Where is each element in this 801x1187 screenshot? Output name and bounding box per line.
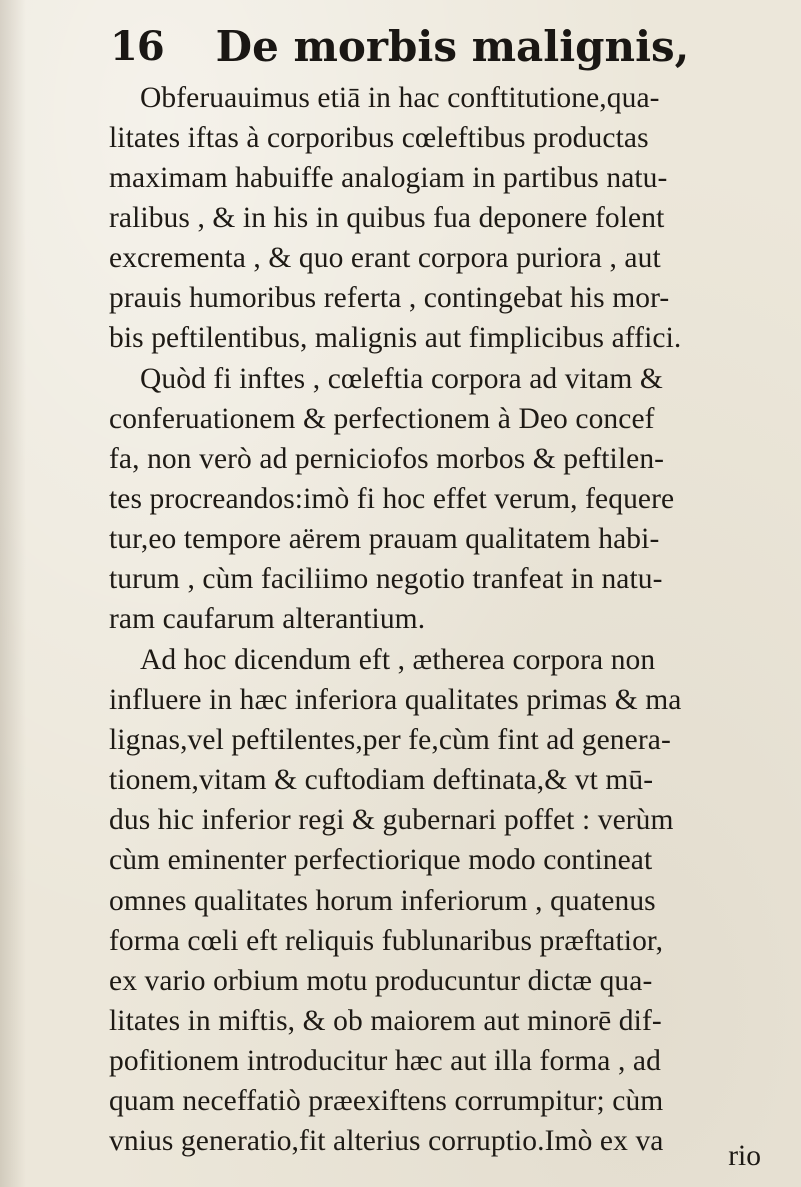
text-line-23: ex vario orbium motu producuntur dictæ qua-: [109, 965, 653, 997]
text-line-12: tur,eo tempore aërem prauam qualitatem habi-: [109, 523, 660, 555]
text-line-7: bis peftilentibus, malignis aut fimplicibus affici.: [109, 322, 682, 354]
text-line-18: tionem,vitam & cuftodiam deftinata,& vt mū-: [109, 764, 654, 796]
text-line-24: litates in miftis, & ob maiorem aut minorē dif-: [109, 1005, 662, 1037]
text-line-27: vnius generatio,fit alterius corruptio.Imò ex va: [109, 1125, 664, 1157]
text-line-19: dus hic inferior regi & gubernari poffet : verùm: [109, 804, 674, 836]
text-line-9: conferuationem & perfectionem à Deo concef: [109, 403, 655, 435]
running-title: De morbis malignis,: [215, 21, 690, 71]
text-line-22: forma cœli eft reliquis fublunaribus præftatior,: [109, 925, 664, 957]
text-line-21: omnes qualitates horum inferiorum , quatenus: [109, 885, 656, 917]
text-line-3: maximam habuiffe analogiam in partibus natu-: [109, 162, 668, 194]
text-line-6: prauis humoribus referta , contingebat his mor-: [109, 282, 670, 314]
text-line-1: Obferuauimus etiā in hac conftitutione,qua-: [140, 82, 660, 114]
catchword: rio: [728, 1140, 761, 1172]
text-line-10: fa, non verò ad perniciofos morbos & peftilen-: [109, 443, 665, 475]
text-line-16: influere in hæc inferiora qualitates primas & ma: [109, 684, 682, 716]
text-line-8: Quòd fi inftes , cœleftia corpora ad vitam &: [140, 363, 663, 395]
text-line-14: ram caufarum alterantium.: [109, 603, 426, 635]
text-line-17: lignas,vel peftilentes,per fe,cùm fint ad genera-: [109, 724, 671, 756]
text-line-13: turum , cùm faciliimo negotio tranfeat in natu-: [109, 563, 663, 595]
text-line-2: litates iftas à corporibus cœleftibus productas: [109, 122, 649, 154]
text-line-5: excrementa , & quo erant corpora puriora , aut: [109, 242, 661, 274]
text-line-15: Ad hoc dicendum eft , ætherea corpora non: [140, 644, 656, 676]
text-line-4: ralibus , & in his in quibus fua deponere folent: [109, 202, 665, 234]
text-line-11: tes procreandos:imò fi hoc effet verum, fequere: [109, 483, 675, 515]
text-line-20: cùm eminenter perfectiorique modo contineat: [109, 844, 653, 876]
page-number: 16: [110, 22, 164, 70]
text-line-26: quam neceffatiò præexiftens corrumpitur; cùm: [109, 1085, 664, 1117]
page-header: [110, 18, 730, 74]
text-line-25: pofitionem introducitur hæc aut illa forma , ad: [109, 1045, 661, 1077]
